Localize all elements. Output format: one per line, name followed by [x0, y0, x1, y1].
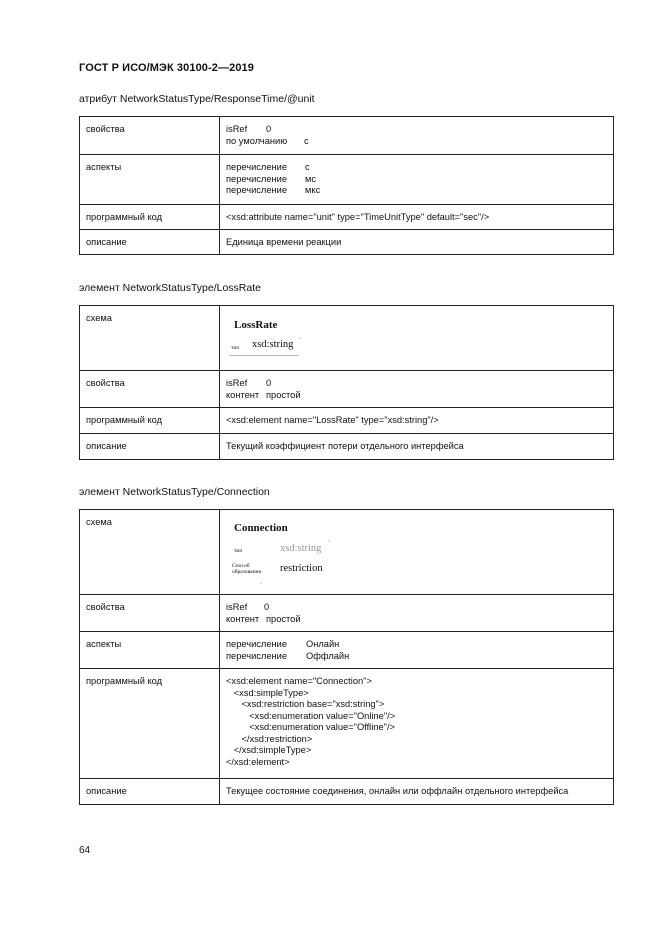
row-label: свойства	[80, 371, 220, 408]
property-value: 0	[264, 602, 270, 612]
schema-cell	[220, 306, 614, 371]
facet-value: мс	[305, 173, 317, 184]
schema-marker-dot: °	[260, 582, 263, 588]
schema-cell	[220, 510, 614, 595]
row-label: схема	[80, 306, 220, 371]
property-value: простой	[266, 613, 301, 624]
schema-method-label-line: образования	[232, 569, 262, 575]
code-cell	[220, 669, 614, 779]
facet-value: с	[305, 162, 310, 172]
description-cell: Текущее состояние соединения, онлайн или оффлайн отдельного интерфейса	[220, 779, 614, 805]
properties-cell	[220, 117, 614, 155]
row-label: программный код	[80, 408, 220, 434]
schema-diagram	[226, 313, 607, 361]
spec-table-loss-rate	[79, 305, 614, 460]
table-row	[80, 510, 614, 595]
schema-method-label	[232, 563, 261, 575]
row-label: схема	[80, 510, 220, 595]
schema-type-label: тип	[231, 345, 240, 351]
property-value: простой	[266, 389, 301, 400]
row-label: свойства	[80, 595, 220, 632]
schema-element-name: LossRate	[234, 319, 278, 331]
code-line: </xsd:restriction>	[226, 733, 313, 744]
table-row	[80, 408, 614, 434]
facet-key: перечисление	[226, 162, 288, 172]
code-line: </xsd:simpleType>	[226, 745, 312, 755]
code-line: <xsd:enumeration value="Online"/>	[226, 710, 396, 721]
section-title-connection: элемент NetworkStatusType/Connection	[79, 486, 270, 498]
code-line: </xsd:element>	[226, 756, 290, 767]
property-key: контент	[226, 613, 260, 624]
facet-key: перечисление	[226, 173, 288, 184]
facet-value: Оффлайн	[306, 650, 350, 661]
property-key: isRef	[226, 378, 248, 388]
property-key: контент	[226, 389, 260, 400]
schema-type-value: xsd:string	[280, 543, 322, 554]
facet-key: перечисление	[226, 185, 288, 195]
schema-type-value: xsd:string	[252, 339, 294, 350]
row-label: аспекты	[80, 155, 220, 205]
property-key: isRef	[226, 602, 248, 612]
table-row	[80, 595, 614, 632]
schema-method-label-line: Способ	[232, 563, 250, 569]
table-row	[80, 434, 614, 460]
row-label: программный код	[80, 669, 220, 779]
section-title-response-time-unit: атрибут NetworkStatusType/ResponseTime/@unit	[79, 93, 315, 105]
code-line: <xsd:restriction base="xsd:string">	[226, 699, 385, 709]
schema-diagram	[226, 517, 607, 587]
row-label: описание	[80, 434, 220, 460]
document-header: ГОСТ Р ИСО/МЭК 30100-2—2019	[79, 62, 254, 74]
properties-cell	[220, 595, 614, 632]
property-value: 0	[266, 124, 272, 134]
description-cell: Единица времени реакции	[220, 230, 614, 255]
description-cell: Текущий коэффициент потери отдельного интерфейса	[220, 434, 614, 460]
table-row	[80, 205, 614, 230]
schema-element-name: Connection	[234, 522, 288, 534]
table-row	[80, 669, 614, 779]
code-cell: <xsd:element name="LossRate" type="xsd:string"/>	[220, 408, 614, 434]
schema-marker-dot: °	[299, 337, 302, 343]
schema-type-label: тип	[234, 548, 243, 554]
code-line: <xsd:element name="Connection">	[226, 676, 372, 686]
section-title-loss-rate: элемент NetworkStatusType/LossRate	[79, 282, 261, 294]
facet-value: мкс	[305, 185, 321, 195]
table-row	[80, 779, 614, 805]
properties-cell	[220, 371, 614, 408]
schema-marker-dot: °	[328, 540, 331, 546]
table-row	[80, 117, 614, 155]
schema-divider	[229, 355, 299, 356]
row-label: описание	[80, 230, 220, 255]
facets-cell	[220, 155, 614, 205]
spec-table-connection	[79, 509, 614, 805]
property-value: 0	[266, 378, 272, 388]
table-row	[80, 632, 614, 669]
page-number: 64	[79, 845, 91, 856]
row-label: описание	[80, 779, 220, 805]
table-row	[80, 371, 614, 408]
table-row	[80, 155, 614, 205]
property-value: с	[304, 135, 309, 146]
facets-cell	[220, 632, 614, 669]
code-cell: <xsd:attribute name="unit" type="TimeUnitType" default="sec"/>	[220, 205, 614, 230]
property-key: isRef	[226, 124, 248, 134]
schema-method-value: restriction	[280, 563, 323, 574]
facet-key: перечисление	[226, 639, 288, 649]
code-line: <xsd:enumeration value="Offline"/>	[226, 722, 395, 732]
row-label: аспекты	[80, 632, 220, 669]
code-line: <xsd:simpleType>	[226, 687, 309, 698]
facet-key: перечисление	[226, 650, 288, 661]
spec-table-response-time-unit	[79, 116, 614, 255]
facet-value: Онлайн	[306, 639, 340, 649]
table-row	[80, 230, 614, 255]
property-key: по умолчанию	[226, 135, 288, 146]
row-label: свойства	[80, 117, 220, 155]
row-label: программный код	[80, 205, 220, 230]
table-row	[80, 306, 614, 371]
